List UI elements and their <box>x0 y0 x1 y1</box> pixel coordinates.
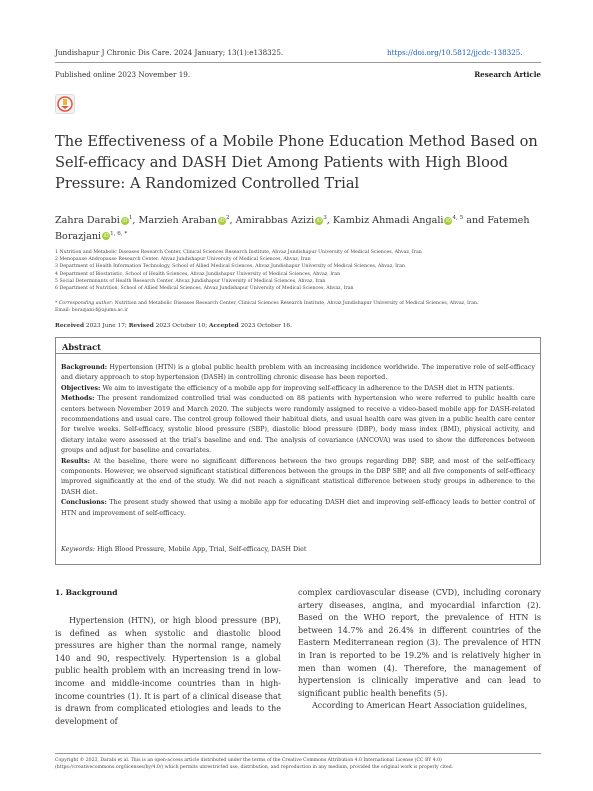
abstract-conclusions <box>61 497 535 518</box>
abstract-text: The present study showed that using a mobile app for educating DASH diet and improving self-efficacy leads to better control of HTN and improvement of self-efficacy. <box>61 498 535 517</box>
accepted-label: Accepted <box>209 323 239 329</box>
affiliation: 3 Department of Health Information Technology, School of Allied Medical Sciences, Ahvaz Jundishapur University of Medical Sciences, Ahvaz, Iran <box>55 264 406 270</box>
orcid-icon[interactable]: iD <box>103 233 109 240</box>
affiliation: 4 Department of Biostatistic, School of Health Sciences, Ahvaz Jundishapur University of Medical Sciences, Ahvaz, Iran <box>55 271 341 277</box>
revised-date: 2023 October 10; <box>155 323 208 329</box>
author-affiliation-ref: 1, 6, * <box>110 230 128 237</box>
journal-citation: Jundishapur J Chronic Dis Care. 2024 January; 13(1):e138325. <box>55 48 284 57</box>
author-conjunction: and <box>466 215 485 227</box>
email-label: Email: <box>55 308 71 314</box>
affiliation: 5 Social Determinants of Health Research Center, Ahvaz Jundishapur University of Medical Sciences, Ahvaz, Iran <box>55 278 326 284</box>
author-affiliation-ref: 3 <box>323 215 327 221</box>
orcid-icon[interactable]: iD <box>445 217 452 224</box>
abstract-methods <box>61 393 535 455</box>
keywords <box>61 545 535 553</box>
abstract-results <box>61 456 535 498</box>
author-name: Amirabbas Azizi <box>235 215 315 227</box>
author-name: Zahra Darabi <box>55 215 120 227</box>
copyright-notice: Copyright © 2023, Darabi et al. This is an open-access article distributed under the terms of the Creative Commons Attribution 4.0 International License (CC BY 4.0) (https://creativecommons.org/licenses/by/4.0/) which permits unrestricted use, distribution, and reproduction in any medium, provided the original work is properly cited. <box>55 758 454 771</box>
abstract-text: At the baseline, there were no significant differences between the two groups regarding DBP, SBP, and most of the self-efficacy components. However, we observed significant statistical differences between the groups in the DBP SBP, and all five components of self-efficacy improved significantly at the end of the study. We did not reach a significant statistical difference between study groups in adherence to the DASH diet. <box>61 456 535 496</box>
article-type: Research Article <box>474 70 541 79</box>
check-for-updates-icon[interactable] <box>55 94 75 114</box>
body-paragraph: complex cardiovascular disease (CVD), including coronary artery diseases, angina, and myocardial infarction (2). Based on the WHO report, the prevalence of HTN is between 14.7% and 26.4% in different countries of the Eastern Mediterranean region (3). The prevalence of HTN in Iran is reported to be 19.2% and is relatively higher in men than women (4). Therefore, the management of hypertension is clinically imperative and can lead to significant public health benefits (5). <box>298 588 541 698</box>
corresponding-address: Nutrition and Metabolic Diseases Research Center, Clinical Sciences Research Institute, Ahvaz Jundishapur University of Medical Sciences, Ahvaz, Iran. <box>114 301 479 306</box>
orcid-icon[interactable]: iD <box>122 217 128 224</box>
crossmark-icon <box>56 95 74 113</box>
affiliation-list <box>55 249 541 292</box>
author-name: Kambiz Ahmadi Angali <box>332 215 444 227</box>
orcid-icon[interactable]: iD <box>316 217 322 224</box>
author-name: Fatemeh Borazjani <box>55 215 530 242</box>
abstract-body <box>61 362 535 518</box>
body-paragraph: According to American Heart Association guidelines, <box>312 701 528 711</box>
affiliation: 2 Menopause Andropause Research Center, Ahvaz Jundishapur University of Medical Sciences, Ahvaz, Iran <box>55 257 311 263</box>
section-heading: 1. Background <box>55 588 118 597</box>
accepted-date: 2023 October 16. <box>240 323 292 329</box>
abstract-label: Background: <box>61 363 108 371</box>
abstract-label: Methods: <box>61 394 95 403</box>
footer-divider <box>55 753 541 754</box>
corresponding-email[interactable]: borazjani-f@ajums.ac.ir <box>71 308 129 314</box>
affiliation: 6 Department of Nutrition, School of Allied Medical Sciences, Ahvaz Jundishapur University of Medical Sciences, Ahvaz, Iran <box>55 286 354 292</box>
author-affiliation-ref: 2 <box>225 215 230 221</box>
article-title: The Effectiveness of a Mobile Phone Education Method Based on Self-efficacy and DASH Diet Among Patients with High Blood Pressure: A Randomized Controlled Trial <box>55 133 538 192</box>
received-label: Received <box>55 323 85 329</box>
article-dates <box>55 323 541 329</box>
abstract-text: The present randomized controlled trial was conducted on 88 patients with hypertension who were referred to public health care centers between November 2019 and March 2020. The subjects were randomly assigned to receive a video-based mobile app for DASH-related recommendations and usual care. The control group followed their habitual diets, and usual health care was given in a public health care center for twelve weeks. Self-efficacy, systolic blood pressure (SBP), diastolic blood pressure (DBP), body mass index (BMI), physical activity, and dietary intake were assessed at the trial’s baseline and end. The analysis of covariance (ANCOVA) was used to show the differences between groups and adjust for baseline and covariates. <box>61 394 535 455</box>
published-date: Published online 2023 November 19. <box>55 70 191 79</box>
keywords-list: High Blood Pressure, Mobile App, Trial, Self-efficacy, DASH Diet <box>96 545 307 553</box>
abstract-text: We aim to investigate the efficiency of a mobile app for improving self-efficacy in adherence to the DASH diet in HTN patients. <box>102 383 515 392</box>
abstract-label: Results: <box>61 456 90 465</box>
author-affiliation-ref: 4, 5 <box>452 215 464 221</box>
body-column-left <box>55 615 281 728</box>
body-column-right <box>298 587 541 713</box>
abstract-label: Conclusions: <box>61 498 107 507</box>
abstract-label: Objectives: <box>61 383 101 392</box>
abstract-text: Hypertension (HTN) is a global public health problem with an increasing incidence worldwide. The imperative role of self-efficacy and dietary approach to stop hypertension (DASH) in controlling chronic disease has been reported. <box>61 363 535 382</box>
header-divider <box>55 62 541 63</box>
corresponding-label: * Corresponding author: <box>55 301 114 306</box>
doi-link[interactable]: https://doi.org/10.5812/jjcdc-138325. <box>387 48 523 57</box>
body-paragraph: Hypertension (HTN), or high blood pressure (BP), is defined as when systolic and diastolic blood pressures are higher than the normal range, namely 140 and 90, respectively. Hypertension is a global public health problem with an increasing trend in low-income and middle-income countries than in high-income countries (1). It is part of a clinical disease that is drawn from complicated etiologies and leads to the development of <box>55 616 281 726</box>
revised-label: Revised <box>128 323 154 329</box>
author-list: Zahra Darabi $iD^1$, Marzieh Araban $iD^2$, Amirabbas Azizi $iD^3$, Kambiz Ahmadi Angali iD$^{4, 5}$ and Fatemeh Borazjani $iD^{1, 6, *}$ <box>55 215 530 242</box>
affiliation: 1 Nutrition and Metabolic Diseases Research Center, Clinical Sciences Research Institute, Ahvaz Jundishapur University of Medical Sciences, Ahvaz, Iran <box>55 250 422 255</box>
abstract-background <box>61 362 535 383</box>
corresponding-author <box>55 300 541 314</box>
keywords-label: Keywords: <box>61 545 95 553</box>
author-name: Marzieh Araban <box>138 215 217 227</box>
abstract-divider <box>55 353 541 354</box>
received-date: 2023 June 17; <box>85 323 127 329</box>
abstract-objectives <box>61 383 535 393</box>
abstract-heading: Abstract <box>62 342 101 352</box>
author-affiliation-ref: 1 <box>128 215 133 221</box>
orcid-icon[interactable]: iD <box>219 217 225 224</box>
